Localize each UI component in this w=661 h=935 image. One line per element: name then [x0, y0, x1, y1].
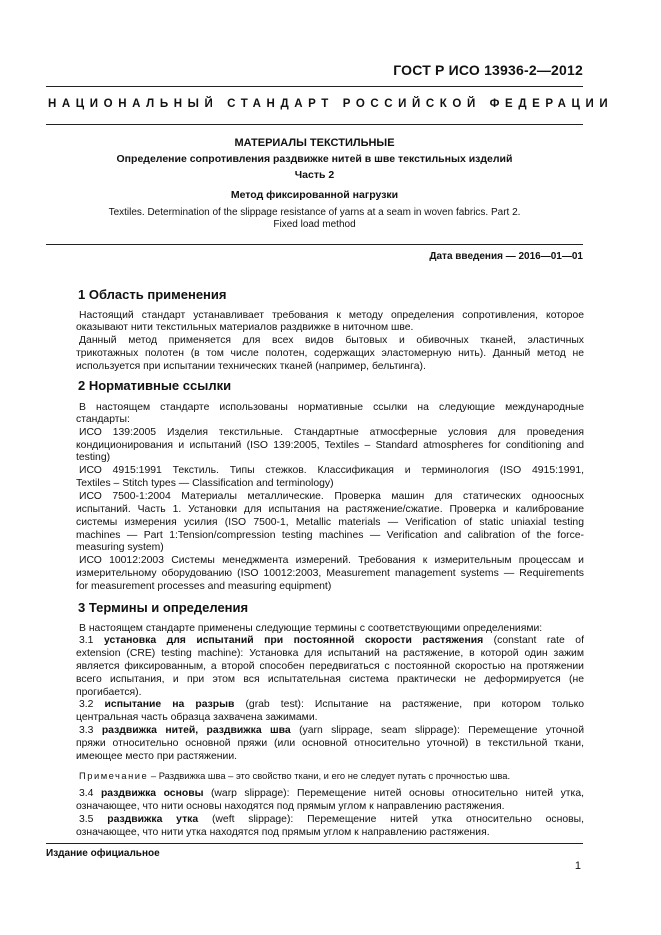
official-edition-label: Издание официальное: [46, 848, 160, 859]
page-number: 1: [574, 860, 581, 872]
paragraph-line: трикотажных полотен (в том числе полотен, содержащих эластомерную нить). Данный метод не: [76, 348, 584, 359]
term-text: (warp slippage): Перемещение нитей основы относительно нитей утка,: [210, 788, 584, 799]
title-english-line1: Textiles. Determination of the slippage resistance of yarns at a seam in woven fabrics. Part 2.: [108, 207, 521, 218]
paragraph-line: пряжи относительно основной пряжи (или основной относительно уточной) в текстильной ткани,: [76, 738, 584, 749]
title-part: Часть 2: [294, 169, 335, 181]
title-main: МАТЕРИАЛЫ ТЕКСТИЛЬНЫЕ: [234, 137, 395, 149]
term-text: (constant rate of: [493, 635, 584, 646]
paragraph-line: используется при испытании технических тканей (например, бельтинга).: [76, 361, 426, 372]
document-number: ГОСТ Р ИСО 13936-2—2012: [393, 62, 583, 78]
paragraph-line: extension (CRE) testing machine): Установка для испытаний на растяжение, в которой один зажим: [76, 648, 584, 659]
section-3-heading: 3 Термины и определения: [78, 600, 249, 615]
term-text: (yarn slippage, seam slippage): Перемещение уточной: [299, 725, 584, 736]
term-3-5-line: [76, 814, 584, 827]
term-name: раздвижка нитей, раздвижка шва: [101, 725, 291, 736]
section-1-heading: 1 Область применения: [78, 287, 227, 302]
paragraph-line: системы измерения усилия (ISO 7500-1, Metallic materials — Verification of static uniaxial testing: [76, 517, 584, 528]
header-rule-top: [46, 86, 583, 87]
note-text: – Раздвижка шва – это свойство ткани, и его не следует путать с прочностью шва.: [150, 770, 511, 781]
paragraph-line: испытаний. Часть 1. Установки для испытания на растяжение/сжатие. Проверка и калибрование: [76, 504, 584, 515]
term-number: 3.1: [79, 635, 94, 646]
paragraph-line: стандарты:: [76, 414, 130, 425]
term-3-1-line: [76, 635, 584, 648]
paragraph-line: ИСО 7500-1:2004 Материалы металлические. Проверка машин для статических одноосных: [79, 491, 584, 502]
term-3-3-line: [76, 725, 584, 738]
introduction-date: Дата введения — 2016—01—01: [429, 251, 583, 262]
paragraph-line: центральная часть образца захвачена зажимами.: [76, 712, 318, 723]
term-3-4-line: [76, 788, 584, 801]
paragraph-line: В настоящем стандарте применены следующие термины с соответствующими определениями:: [79, 623, 543, 634]
title-english-line2: Fixed load method: [273, 219, 356, 230]
term-name: испытание на разрыв: [104, 699, 235, 710]
term-name: установка для испытаний при постоянной скорости растяжения: [103, 635, 484, 646]
paragraph-line: измерительному оборудованию (ISO 10012:2003, Measurement management systems — Requirements: [76, 568, 584, 579]
paragraph-line: testing): [76, 452, 111, 463]
header-rule-bottom: [46, 124, 583, 125]
term-text: (grab test): Испытание на растяжение, при котором только: [245, 699, 585, 710]
paragraph-line: означающее, что нити утка находятся под прямым углом к направлению растяжения.: [76, 827, 490, 838]
term-name: раздвижка утка: [107, 814, 199, 825]
section-2-heading: 2 Нормативные ссылки: [78, 378, 232, 393]
title-method: Метод фиксированной нагрузки: [230, 189, 399, 201]
note-label: Примечание: [79, 770, 149, 781]
intro-date-rule: [46, 244, 583, 245]
term-3-2-line: [76, 699, 584, 712]
paragraph-line: прогибается).: [76, 687, 142, 698]
term-name: раздвижка основы: [100, 788, 204, 799]
paragraph-line: кондиционирования и испытаний (ISO 139:2005, Textiles – Standard atmospheres for conditioning and: [76, 440, 584, 451]
paragraph-line: ИСО 10012:2003 Системы менеджмента измерений. Требования к измерительным процессам и: [79, 555, 584, 566]
paragraph-line: Данный метод применяется для всех видов бытовых и обивочных тканей, эластичных: [79, 335, 584, 346]
term-number: 3.3: [79, 725, 94, 736]
footer-rule: [46, 843, 583, 844]
paragraph-line: означающее, что нити основы находятся под прямым углом к направлению растяжения.: [76, 801, 505, 812]
national-standard-banner: НАЦИОНАЛЬНЫЙ СТАНДАРТ РОССИЙСКОЙ ФЕДЕРАЦИИ: [48, 98, 614, 110]
term-number: 3.5: [79, 814, 94, 825]
paragraph-line: оказывают нити текстильных материалов раздвижке в ниточном шве.: [76, 322, 414, 333]
paragraph-line: measuring system): [76, 542, 164, 553]
paragraph-line: Настоящий стандарт устанавливает требования к методу определения сопротивления, которое: [79, 310, 584, 321]
paragraph-line: всего испытания, и при этом вся испытательная система практически не деформируется (не: [76, 674, 584, 685]
note-line: [76, 770, 584, 783]
paragraph-line: В настоящем стандарте использованы нормативные ссылки на следующие международные: [79, 402, 584, 413]
paragraph-line: machines — Part 1:Tension/compression testing machines — Verification and calibration of the force-: [76, 530, 584, 541]
paragraph-line: является фиксированным, а второй способен передвигаться с постоянной скоростью на протяжении: [76, 661, 584, 672]
term-number: 3.4: [79, 788, 94, 799]
paragraph-line: for measurement processes and measuring equipment): [76, 581, 332, 592]
paragraph-line: имеющее место при растяжении.: [76, 751, 238, 762]
title-subtitle: Определение сопротивления раздвижке нитей в шве текстильных изделий: [116, 153, 513, 165]
paragraph-line: ИСО 4915:1991 Текстиль. Типы стежков. Классификация и терминология (ISO 4915:1991,: [79, 465, 584, 476]
paragraph-line: ИСО 139:2005 Изделия текстильные. Стандартные атмосферные условия для проведения: [79, 427, 584, 438]
term-text: (weft slippage): Перемещение нитей утка относительно основы,: [211, 814, 585, 825]
paragraph-line: Textiles – Stitch types — Classification and terminology): [76, 478, 334, 489]
term-number: 3.2: [79, 699, 94, 710]
